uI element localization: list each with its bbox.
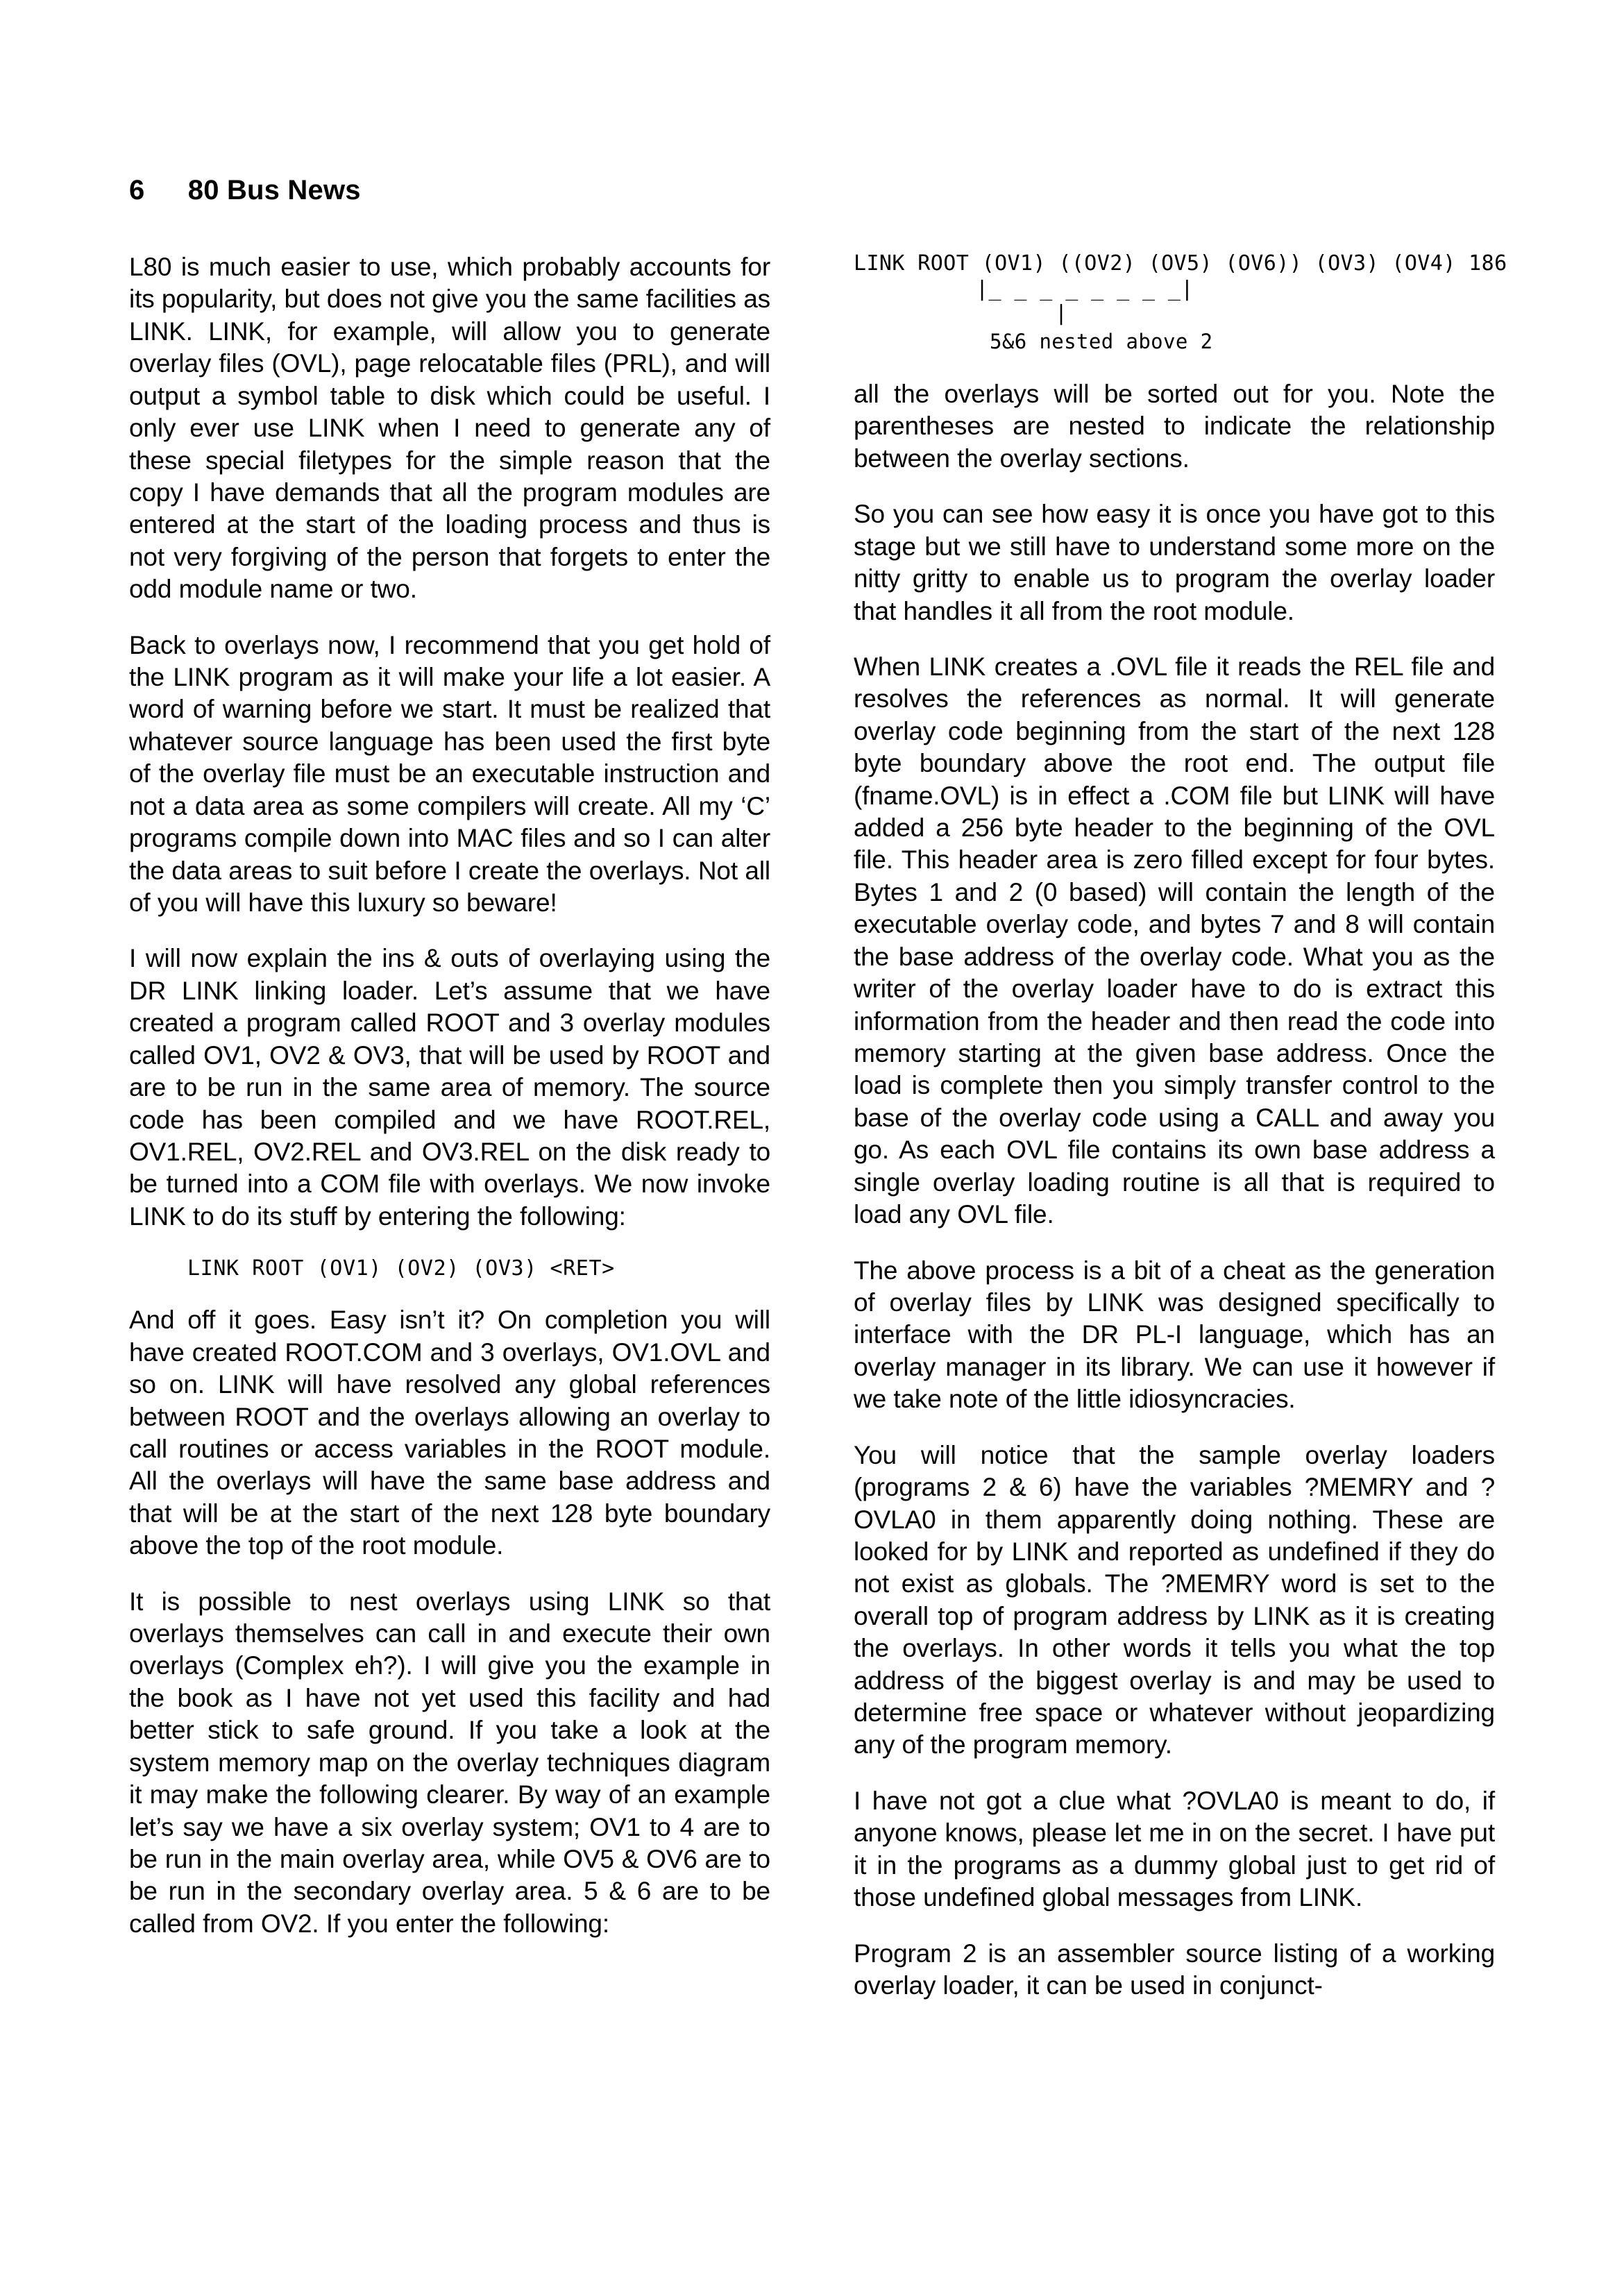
right-column [854, 251, 1507, 2002]
paragraph: It is possible to nest overlays using LINK so that overlays themselves can call in and execute their own overlays (Complex eh?). I will give you the example in the book as I have not yet used this facility and had better stick to safe ground. If you take a look at the system memory map on the overlay techniques diagram it may make the following clearer. By way of an example let’s say we have a six overlay system; OV1 to 4 are to be run in the main overlay area, while OV5 & OV6 are to be run in the secondary overlay area. 5 & 6 are to be called from OV2. If you enter the following: [129, 1587, 770, 1938]
link-command-example [129, 1256, 770, 1281]
article-body [129, 251, 1507, 2002]
paragraph: Back to overlays now, I recommend that you get hold of the LINK program as it will make your life a lot easier. A word of warning before we start. It must be realized that whatever source language has been used the first byte of the overlay file must be an executable instruction and not a data area as some compilers will create. All my ‘C’ programs compile down into MAC files and so I can alter the data areas to suit before I create the overlays. Not all of you will have this luxury so beware! [129, 630, 770, 918]
left-column [129, 251, 770, 2002]
paragraph: So you can see how easy it is once you have got to this stage but we still have to understand some more on the nitty gritty to enable us to program the overlay loader that handles it all from the root module. [854, 500, 1495, 625]
paragraph: When LINK creates a .OVL file it reads the REL file and resolves the references as normal. It will generate overlay code beginning from the start of the next 128 byte boundary above the root end. The output file (fname.OVL) is in effect a .COM file but LINK will have added a 256 byte header to the beginning of the OVL file. This header area is zero filled except for four bytes. Bytes 1 and 2 (0 based) will contain the length of the executable overlay code, and bytes 7 and 8 will contain the base address of the overlay code. What you as the writer of the overlay loader have to do is extract this information from the header and then read the code into memory starting at the given base address. Once the load is complete then you simply transfer control to the base of the overlay code using a CALL and away you go. As each OVL file contains its own base address a single overlay loading routine is all that is required to load any OVL file. [854, 652, 1495, 1229]
paragraph: And off it goes. Easy isn’t it? On completion you will have created ROOT.COM and 3 overlays, OV1.OVL and so on. LINK will have resolved any global references between ROOT and the overlays allowing an overlay to call routines or access variables in the ROOT module. All the overlays will have the same base address and that will be at the start of the next 128 byte boundary above the top of the root module. [129, 1306, 770, 1560]
paragraph: The above process is a bit of a cheat as the generation of overlay files by LINK was designed specifically to interface with the DR PL-I language, which has an overlay manager in its library. We can use it however if we take note of the little idiosyncracies. [854, 1256, 1495, 1414]
figure-caption: 5&6 nested above 2 [990, 330, 1213, 353]
paragraph: You will notice that the sample overlay loaders (programs 2 & 6) have the variables ?MEMRY and ?OVLA0 in them apparently doing nothing. These are looked for by LINK and reported as undefined if they do not exist as globals. The ?MEMRY word is set to the overall top of program address by LINK as it is creating the overlays. In other words it tells you what the top address of the biggest overlay is and may be used to determine free space or whatever without jeopardizing any of the program memory. [854, 1440, 1495, 1759]
paragraph: all the overlays will be sorted out for you. Note the parentheses are nested to indicate the relationship between the overlay sections. [854, 380, 1495, 473]
nested-overlay-figure [854, 251, 1507, 353]
running-head [129, 175, 361, 206]
paragraph: I have not got a clue what ?OVLA0 is meant to do, if anyone knows, please let me in on the secret. I have put it in the programs as a dummy global just to get rid of those undefined global messages from LINK. [854, 1786, 1495, 1912]
code-line: LINK ROOT (OV1) (OV2) (OV3) <RET> [187, 1256, 615, 1281]
publication-title: 80 Bus News [187, 175, 361, 205]
nesting-brace: |_ _ _ _ _ _ _ _| [976, 277, 1194, 301]
paragraph: Program 2 is an assembler source listing of a working overlay loader, it can be used in conjunct- [854, 1939, 1495, 2000]
code-line: LINK ROOT (OV1) ((OV2) (OV5) (OV6)) (OV3) (OV4) 186 [854, 251, 1507, 276]
nesting-tick: | [1055, 301, 1068, 326]
paragraph: L80 is much easier to use, which probably accounts for its popularity, but does not give you the same facilities as LINK. LINK, for example, will allow you to generate overlay files (OVL), page relocatable files (PRL), and will output a symbol table to disk which could be useful. I only ever use LINK when I need to generate any of these special filetypes for the simple reason that the copy I have demands that all the program modules are entered at the start of the loading process and thus is not very forgiving of the person that forgets to enter the odd module name or two. [129, 253, 770, 604]
paragraph: I will now explain the ins & outs of overlaying using the DR LINK linking loader. Let’s assume that we have created a program called ROOT and 3 overlay modules called OV1, OV2 & OV3, that will be used by ROOT and are to be run in the same area of memory. The source code has been compiled and we have ROOT.REL, OV1.REL, OV2.REL and OV3.REL on the disk ready to be turned into a COM file with overlays. We now invoke LINK to do its stuff by entering the following: [129, 944, 770, 1231]
page-number: 6 [129, 175, 145, 205]
